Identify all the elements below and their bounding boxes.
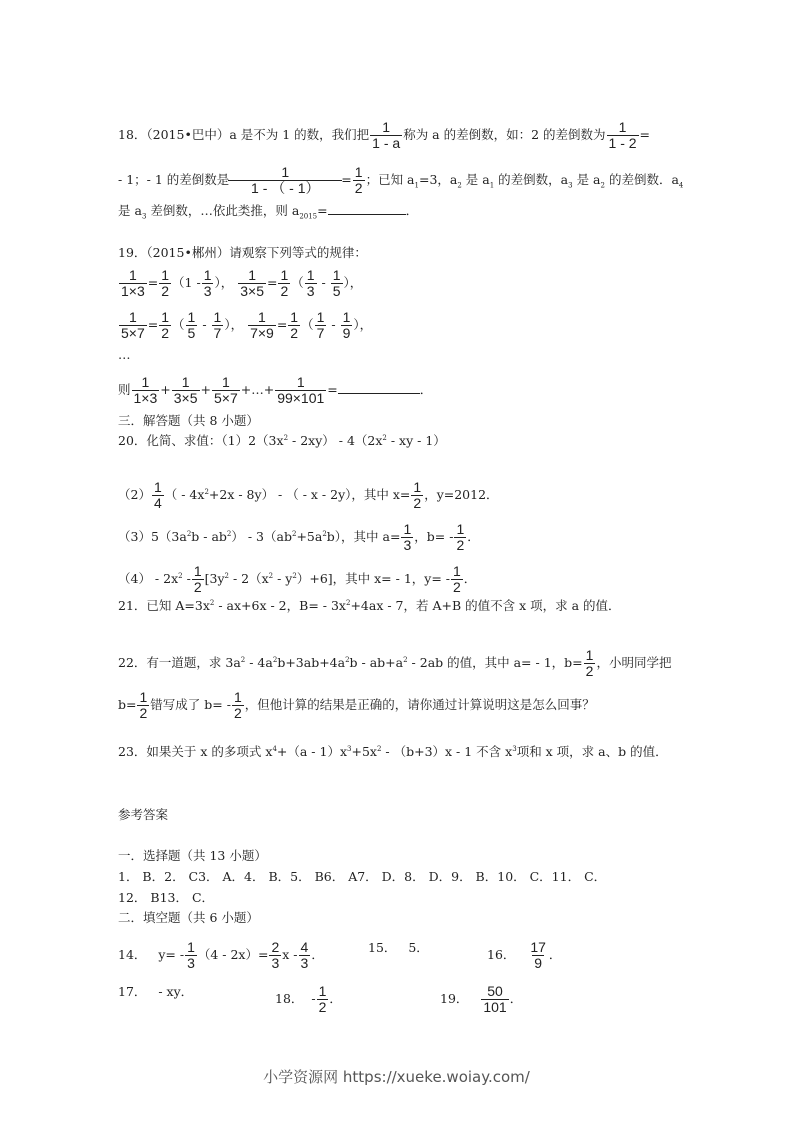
question-20-part-1: 20．化简、求值：$(1)2(3x^2 - 2xy) - 4(2x^2$ - xy - 1）	[118, 433, 446, 448]
question-20-part-3: $(3)5(3a^2b - ab^2) - 3(ab^2+5a^2b)$，其中 a= $\frac{1}{3}$ ，b= - $\frac{1}{2}$ ．	[118, 521, 480, 553]
paren: ），	[224, 317, 244, 332]
answer-16: 16． $\frac{17}{9}$ ．	[487, 939, 562, 971]
q18-text: 差倒数，…依此类推，则 a	[146, 203, 300, 218]
fraction: $\frac{1}{3}$	[187, 939, 195, 971]
question-18-line-1	[118, 120, 650, 151]
period: ．	[405, 203, 419, 218]
subscript: 2	[457, 181, 462, 190]
period: ．	[419, 382, 433, 397]
fraction: $\frac{1}{3\times 5}$	[173, 374, 198, 406]
fraction: $\frac{1}{2}$	[413, 479, 422, 511]
q18-text: 的差倒数，a	[494, 172, 569, 187]
fraction: $\frac{1}{99\times 101}$	[277, 374, 325, 406]
question-19-row-2: $\frac{1}{5\times 7}$ = $\frac{1}{2}$ （ $\frac{1}{5}$ - $\frac{1}{7}$ ）， $\frac{1}{7\times 9}$ = $\frac{1}{2}$ （ $\frac{1}{7}$ - $\frac{1}{9}$ ），	[121, 309, 373, 341]
equals: =	[639, 127, 651, 142]
answers-title: 参考答案	[118, 807, 169, 822]
answer-17: 17． - xy．	[118, 984, 194, 999]
fraction: $\frac{1}{4}$	[153, 479, 162, 511]
fraction: $\frac{1}{7}$	[213, 309, 222, 341]
fraction: $\frac{4}{3}$	[300, 939, 309, 971]
answers-section-1: 一．选择题（共 13 小题）	[118, 848, 267, 863]
fraction: $\frac{1}{2}$	[233, 689, 242, 721]
fraction: $\frac{1}{3\times 5}$	[240, 267, 264, 299]
footer-watermark[interactable]: 小学资源网 https://xueke.woiay.com/	[263, 1068, 530, 1086]
q18-text: ；已知 a	[365, 172, 415, 187]
q18-text: 是 a	[461, 172, 490, 187]
fraction: $\frac{1}{2}$	[290, 309, 299, 341]
answers-section-2: 二．填空题（共 6 小题）	[118, 910, 259, 925]
question-23: 23．如果关于 x 的多项式 $x^4+(a - 1)x^3+5x^2 - (b+3)x - 1$ 不含 $x^3$项和 x 项，求 a、b 的值．	[118, 744, 668, 759]
answer-15: 15． 5．	[368, 940, 429, 955]
q18-intro: 18．（2015•巴中）a 是不为 1 的数，我们把	[118, 127, 370, 142]
fraction: $\frac{1}{2}$	[453, 563, 461, 595]
fraction: $\frac{1}{2}$	[139, 689, 148, 721]
fraction: $\frac{17}{9}$	[530, 939, 546, 971]
question-19-row-1: $\frac{1}{1\times 3}$ = $\frac{1}{2}$ （1 - $\frac{1}{3}$ ）， $\frac{1}{3\times 5}$ = $\frac{1}{2}$ （ $\frac{1}{3}$ - $\frac{1}{5}$ ），	[121, 267, 363, 299]
fraction: $\frac{1}{5}$	[187, 309, 196, 341]
question-22-line-2: b= $\frac{1}{2}$ 错写成了 b= - $\frac{1}{2}$ ，但他计算的结果是正确的，请你通过计算说明这是怎么回事？	[118, 689, 595, 721]
fraction: $\frac{1}{2}$	[354, 164, 363, 196]
answer-19: 19． $\frac{50}{101}$ ．	[440, 983, 523, 1015]
equals: =	[327, 382, 338, 397]
answer-14: 14． y= - $\frac{1}{3}$ （4 - 2x）= $\frac{2}{3}$ x - $\frac{4}{3}$ ．	[118, 939, 324, 971]
q18-text: - 1；- 1 的差倒数是	[118, 172, 230, 187]
fraction: $\frac{2}{3}$	[271, 939, 280, 971]
question-19-intro: 19．（2015•郴州）请观察下列等式的规律：	[118, 245, 367, 260]
q18-text: =3，a	[418, 172, 458, 187]
fraction: $\frac{1}{3}$	[306, 267, 315, 299]
fraction: $\frac{1}{2}$	[456, 521, 465, 553]
answer-18: 18． - $\frac{1}{2}$ ．	[275, 983, 342, 1015]
paren: （	[172, 317, 185, 332]
answers-mc-line-2: 12． B13． C．	[118, 890, 215, 905]
paren: （	[291, 275, 304, 290]
answer-blank[interactable]	[338, 393, 420, 394]
question-21: 21．已知 $A=3x^2 - ax+6x - 2$，$B= - 3x^2+4ax - 7$，若 A+B 的值不含 x 项，求 a 的值．	[118, 598, 621, 613]
question-20-part-4: $(4) - 2x^2$ - $\frac{1}{2}$ $[3y^2 - 2(x^2 - y^2)+6]$，其中 x= - 1，y= - $\frac{1}{2}$ ．	[118, 563, 477, 595]
fraction: $\frac{1}{7}$	[316, 309, 325, 341]
fraction: $\frac{1}{1 - ( - 1)}$	[230, 165, 340, 196]
subscript: 3	[568, 181, 573, 190]
fraction: $\frac{1}{5\times 7}$	[121, 309, 145, 341]
plus: +	[200, 382, 211, 397]
subscript: 4	[678, 181, 684, 190]
question-18-line-2	[118, 165, 683, 196]
subscript: 3	[141, 212, 147, 221]
subscript: 2015	[299, 212, 318, 221]
fraction: $\frac{1}{9}$	[342, 309, 351, 341]
subscript: 1	[489, 181, 495, 190]
question-20-part-2: （2） $\frac{1}{4}$ （ - $4x^2+2x - 8y$） - （ - x - 2y），其中 x= $\frac{1}{2}$ ，y=2012．	[118, 479, 499, 511]
section-3-heading: 三．解答题（共 8 小题）	[118, 413, 259, 428]
equals: =	[317, 203, 328, 218]
fraction: $\frac{1}{2}$	[161, 267, 170, 299]
fraction: $\frac{1}{3}$	[403, 521, 412, 553]
subscript: 1	[414, 181, 419, 190]
paren: （1 -	[172, 275, 201, 290]
fraction: $\frac{1}{1\times 3}$	[121, 267, 145, 299]
fraction: $\frac{1}{2}$	[318, 983, 327, 1015]
fraction: $\frac{1}{5}$	[332, 267, 341, 299]
answer-blank[interactable]	[328, 214, 406, 215]
fraction: $\frac{1}{2}$	[280, 267, 289, 299]
question-22-line-1: 22．有一道题，求 $3a^2 - 4a^2b+3ab+4a^2b - ab+a^2 - 2ab$ 的值，其中 a= - 1，b= $\frac{1}{2}$ ，小明同学把	[118, 647, 672, 679]
fraction: $\frac{1}{1 - a}$	[372, 119, 401, 151]
fraction: $\frac{50}{101}$	[483, 983, 507, 1015]
fraction: $\frac{1}{2}$	[161, 309, 170, 341]
q18-text: 称为 a 的差倒数，如：2 的差倒数为	[403, 127, 606, 142]
paren: ），	[214, 275, 234, 290]
plus: +	[160, 382, 171, 397]
paren: ），	[343, 275, 363, 290]
fraction: $\frac{1}{2}$	[193, 563, 202, 595]
q18-text: 是 a	[572, 172, 601, 187]
ellipsis: …	[118, 347, 131, 362]
q19-then: 则	[118, 382, 131, 397]
fraction: $\frac{1}{1\times 3}$	[133, 374, 158, 406]
fraction: $\frac{1}{3}$	[203, 267, 212, 299]
question-18-line-3	[118, 203, 418, 219]
q18-text: 是 a	[118, 203, 142, 218]
question-19-sum	[118, 375, 432, 406]
subscript: 2	[600, 181, 605, 190]
plus-dots: +…+	[240, 382, 275, 397]
answers-mc-line-1: 1． B．2． C3． A．4． B．5． B6． A7． D．8． D．9． B．10． C．11． C．	[118, 869, 607, 884]
fraction: $\frac{1}{1 - 2}$	[608, 119, 637, 151]
paren: ），	[353, 317, 373, 332]
fraction: $\frac{1}{2}$	[585, 647, 594, 679]
fraction: $\frac{1}{5\times 7}$	[213, 374, 238, 406]
equals: =	[341, 172, 352, 187]
fraction: $\frac{1}{7\times 9}$	[250, 309, 274, 341]
q18-text: 的差倒数．a	[604, 172, 679, 187]
paren: （	[301, 317, 314, 332]
